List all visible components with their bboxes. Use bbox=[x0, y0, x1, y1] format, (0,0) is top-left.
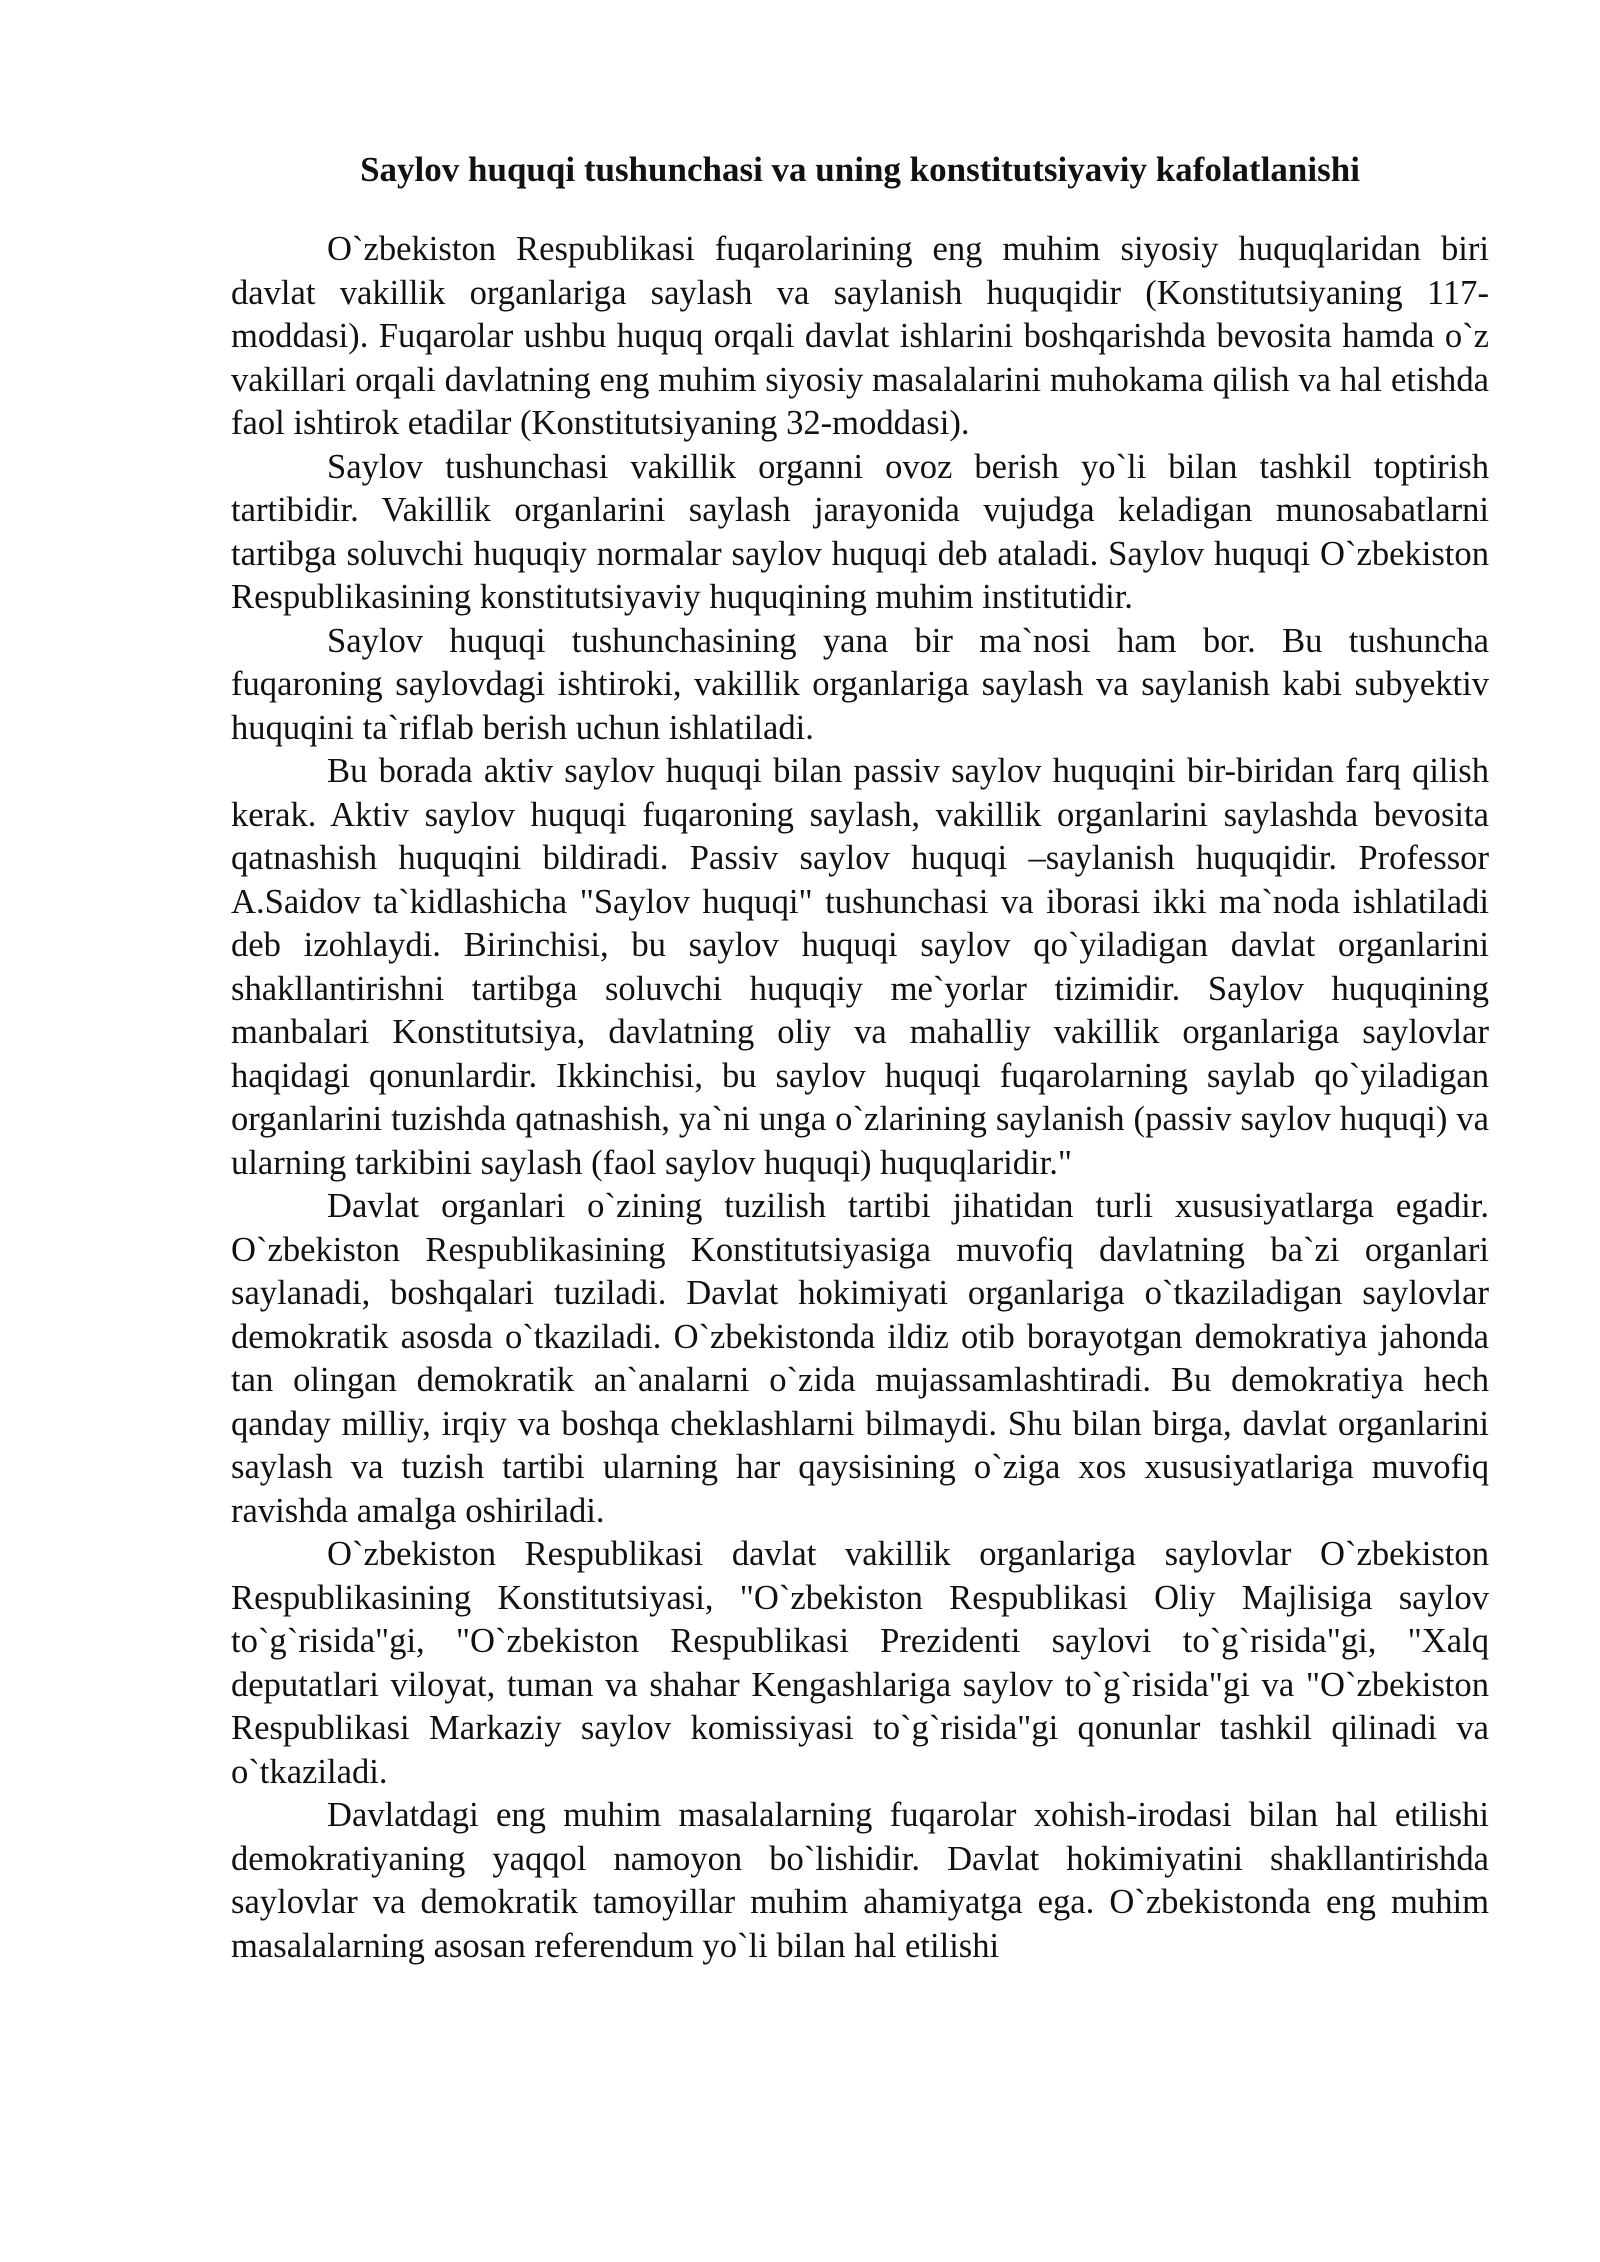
paragraph-7: Davlatdagi eng muhim masalalarning fuqarolar xohish-irodasi bilan hal etilishi demokratiyaning yaqqol namoyon bo`lishidir. Davlat hokimiyatini shakllantirishda saylovlar va demokratik tamoyillar muhim ahamiyatga ega. O`zbekistonda eng muhim masalalarning asosan referendum yo`li bilan hal etilishi bbox=[231, 1796, 1489, 1965]
paragraph-6: O`zbekiston Respublikasi davlat vakillik organlariga saylovlar O`zbekiston Respublikasining Konstitutsiyasi, "O`zbekiston Respublikasi Oliy Majlisiga saylov to`g`risida"gi, "O`zbekiston Respublikasi Prezidenti saylovi to`g`risida"gi, "Xalq deputatlari viloyat, tuman va shahar Kengashlariga saylov to`g`risida"gi va "O`zbekiston Respublikasi Markaziy saylov komissiyasi to`g`risida"gi qonunlar tashkil qilinadi va o`tkaziladi. bbox=[231, 1535, 1489, 1791]
paragraph-5: Davlat organlari o`zining tuzilish tartibi jihatidan turli xususiyatlarga egadir. O`zbekiston Respublikasining Konstitutsiyasiga muvofiq davlatning ba`zi organlari saylanadi, boshqalari tuziladi. Davlat hokimiyati organlariga o`tkaziladigan saylovlar demokratik asosda o`tkaziladi. O`zbekistonda ildiz otib borayotgan demokratiya jahonda tan olingan demokratik an`analarni o`zida mujassamlashtiradi. Bu demokratiya hech qanday milliy, irqiy va boshqa cheklashlarni bilmaydi. Shu bilan birga, davlat organlarini saylash va tuzish tartibi ularning har qaysisining o`ziga xos xususiyatlariga muvofiq ravishda amalga oshiriladi. bbox=[231, 1187, 1489, 1530]
paragraph-3: Saylov huquqi tushunchasining yana bir ma`nosi ham bor. Bu tushuncha fuqaroning saylovdagi ishtiroki, vakillik organlariga saylash va saylanish kabi subyektiv huquqini ta`riflab berish uchun ishlatiladi. bbox=[231, 621, 1489, 747]
paragraph-4: Bu borada aktiv saylov huquqi bilan passiv saylov huquqini bir-biridan farq qilish kerak. Aktiv saylov huquqi fuqaroning saylash, vakillik organlarini saylashda bevosita qatnashish huquqini bildiradi. Passiv saylov huquqi –saylanish huquqidir. Professor A.Saidov ta`kidlashicha "Saylov huquqi" tushunchasi va iborasi ikki ma`noda ishlatiladi deb izohlaydi. Birinchisi, bu saylov huquqi saylov qo`yiladigan davlat organlarini shakllantirishni tartibga soluvchi huquqiy me`yorlar tizimidir. Saylov huquqining manbalari Konstitutsiya, davlatning oliy va mahalliy vakillik organlariga saylovlar haqidagi qonunlardir. Ikkinchisi, bu saylov huquqi fuqarolarning saylab qo`yiladigan organlarini tuzishda qatnashish, ya`ni unga o`zlarining saylanish (passiv saylov huquqi) va ularning tarkibini saylash (faol saylov huquqi) huquqlaridir." bbox=[231, 752, 1489, 1182]
paragraph-1: O`zbekiston Respublikasi fuqarolarining eng muhim siyosiy huquqlaridan biri davlat vakillik organlariga saylash va saylanish huquqidir (Konstitutsiyaning 117-moddasi). Fuqarolar ushbu huquq orqali davlat ishlarini boshqarishda bevosita hamda o`z vakillari orqali davlatning eng muhim siyosiy masalalarini muhokama qilish va hal etishda faol ishtirok etadilar (Konstitutsiyaning 32-moddasi). bbox=[231, 230, 1489, 442]
document-body bbox=[231, 148, 1489, 1968]
document-title: Saylov huquqi tushunchasi va uning konstitutsiyaviy kafolatlanishi bbox=[360, 150, 1360, 189]
paragraph-2: Saylov tushunchasi vakillik organni ovoz berish yo`li bilan tashkil toptirish tartibidir. Vakillik organlarini saylash jarayonida vujudga keladigan munosabatlarni tartibga soluvchi huquqiy normalar saylov huquqi deb ataladi. Saylov huquqi O`zbekiston Respublikasining konstitutsiyaviy huquqining muhim institutidir. bbox=[231, 447, 1489, 616]
